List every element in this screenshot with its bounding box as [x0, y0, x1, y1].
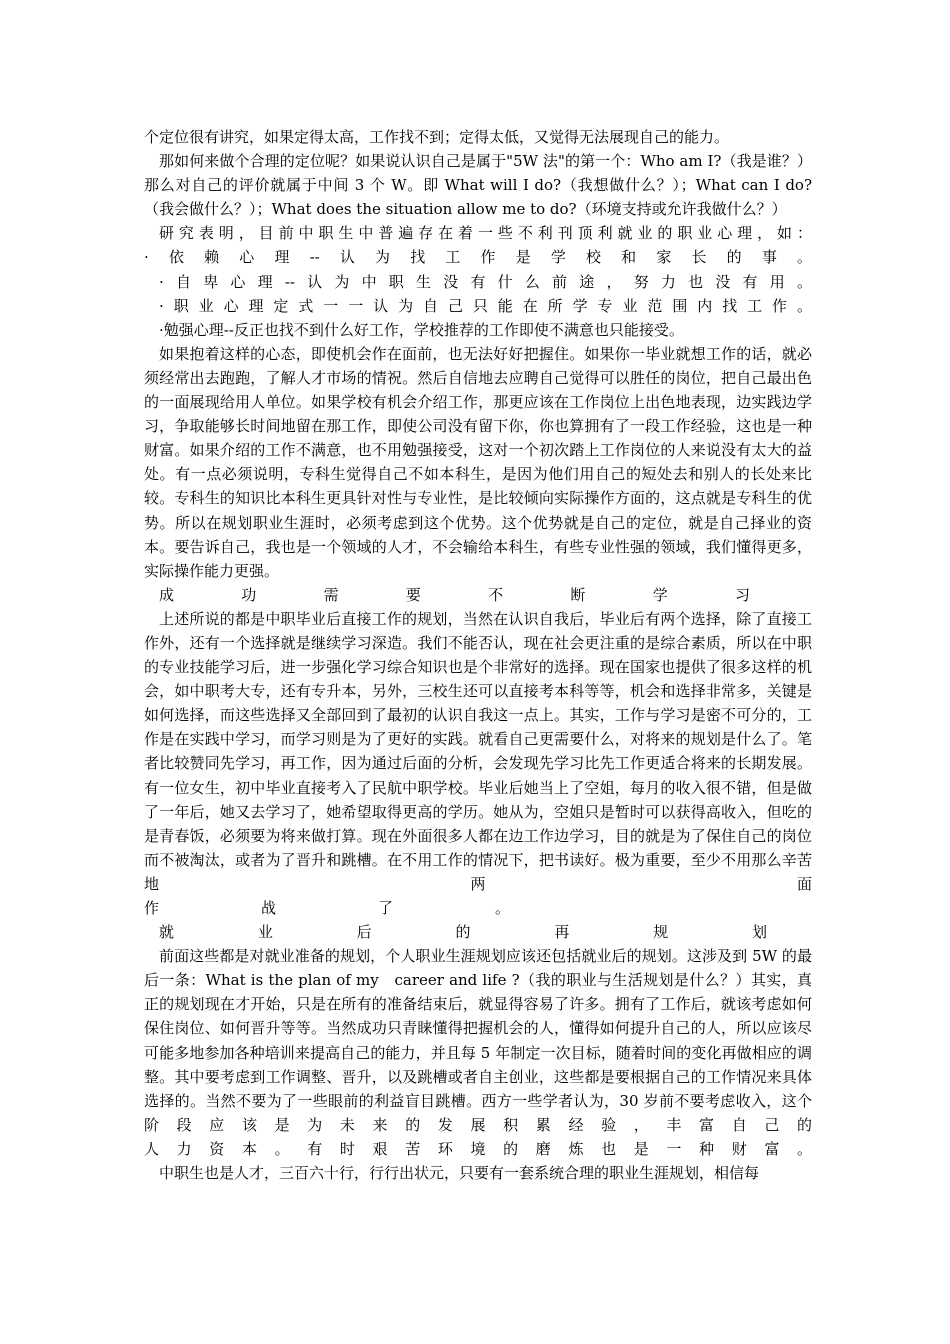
paragraph: 前面这些都是对就业准备的规划，个人职业生涯规划应该还包括就业后的规划。这涉及到 5W 的最后一条：What is the plan of my career and life ?（我的职业与生活规划是什么？）其实，真正的规划现在才开始，只是在所有的准备结束后，就显得容易了许多。拥有了工作后，就该考虑如何保住岗位、如何晋升等等。当然成功只青睐懂得把握机会的人，懂得如何提升自己的人，所以应该尽可能多地参加各种培训来提高自己的能力，并且每 5 年制定一次目标，随着时间的变化再做相应的调整。其中要考虑到工作调整、晋升，以及跳槽或者自主创业，这些都是要根据自己的工作情况来具体选择的。当然不要为了一些眼前的利益盲目跳槽。西方一些学者认为，30 岁前不要考虑收入，这个阶段应该是为未来的发展积累经验，丰富自己的 — [144, 947, 812, 1134]
paragraph: 如果抱着这样的心态，即使机会作在面前，也无法好好把握住。如果你一毕业就想工作的话，就必须经常出去跑跑，了解人才市场的情祝。然后自信地去应聘自己觉得可以胜任的岗位，把自己最出色的一面展现给用人单位。如果学校有机会介绍工作，那更应该在工作岗位上出色地表现，边实践边学习，争取能够长时间地留在那工作，即使公司没有留下你，你也算拥有了一段工作经验，这也是一种财富。如果介绍的工作不满意，也不用勉强接受，这对一个初次踏上工作岗位的人来说没有太大的益处。有一点必须说明，专科生觉得自己不如本科生，是因为他们用自己的短处去和别人的长处来比较。专科生的知识比本科生更具针对性与专业性，是比较倾向实际操作方面的，这点就是专科生的优势。所以在规划职业生涯时，必须考虑到这个优势。这个优势就是自己的定位，就是自己择业的资本。要告诉自己，我也是一个领域的人才，不会输给本科生，有些专业性强的领域，我们懂得更多，实际操作能力更强。 — [144, 344, 812, 580]
paragraph: 上述所说的都是中职毕业后直接工作的规划，当然在认识自我后，毕业后有两个选择，除了直接工作外，还有一个选择就是继续学习深造。我们不能否认，现在社会更注重的是综合素质，所以在中职的专业技能学习后，进一步强化学习综合知识也是个非常好的选择。现在国家也提供了很多这样的机会，如中职考大专，还有专升本，另外，三校生还可以直接考本科等等，机会和选择非常多，关键是如何选择，而这些选择又全部回到了最初的认识自我这一点上。其实，工作与学习是密不可分的，工作是在实践中学习，而学习则是为了更好的实践。就看自己更需要什么，对将来的规划是什么了。笔者比较赞同先学习，再工作，因为通过后面的分析，会发现先学习比先工作更适合将来的长期发展。有一位女生，初中毕业直接考入了民航中职学校。毕业后她当上了空姐，每月的收入很不错，但是做了一年后，她又去学习了，她希望取得更高的学历。她从为，空姐只是暂时可以获得高收入，但吃的是青春饭，必须要为将来做打算。现在外面很多人都在边工作边学习，目的就是为了保住自己的岗位而不被淘汰，或者为了晋升和跳槽。在不用工作的情况下，把书读好。极为重要，至少不用那么辛苦地两面 — [144, 609, 812, 893]
document-body — [144, 125, 812, 1185]
section-heading: 成功需要不断学习 — [159, 585, 750, 604]
paragraph: 人力资本。有时艰苦环境的磨炼也是一种财富。 — [144, 1139, 812, 1158]
list-item: ·职业心理定式一一认为自己只能在所学专业范围内找工作。 — [159, 296, 812, 315]
list-item: ·依赖心理--认为找工作是学校和家长的事。 — [144, 248, 812, 267]
paragraph: 作战了。 — [144, 899, 613, 917]
list-item: ·勉强心理--反正也找不到什么好工作，学校推荐的工作即使不满意也只能接受。 — [159, 320, 684, 339]
section-heading: 就业后的再规划 — [159, 923, 767, 942]
list-item: ·自卑心理--认为中职生没有什么前途，努力也没有用。 — [159, 272, 812, 291]
paragraph: 研究表明，目前中职生中普遍存在着一些不利刊顶利就业的职业心理，如： — [159, 224, 812, 243]
paragraph: 那如何来做个合理的定位呢？如果说认识自己是属于"5W 法"的第一个：Who am I?（我是谁？）那么对自己的评价就属于中间 3 个 W。即 What will I do?（我想做什么？）；What can I do?（我会做什么？）；What does the situation allow me to do?（环境支持或允许我做什么？） — [144, 152, 812, 219]
paragraph: 个定位很有讲究，如果定得太高，工作找不到；定得太低，又觉得无法展现自己的能力。 — [144, 128, 730, 146]
paragraph: 中职生也是人才，三百六十行，行行出状元，只要有一套系统合理的职业生涯规划，相信每 — [159, 1164, 760, 1183]
